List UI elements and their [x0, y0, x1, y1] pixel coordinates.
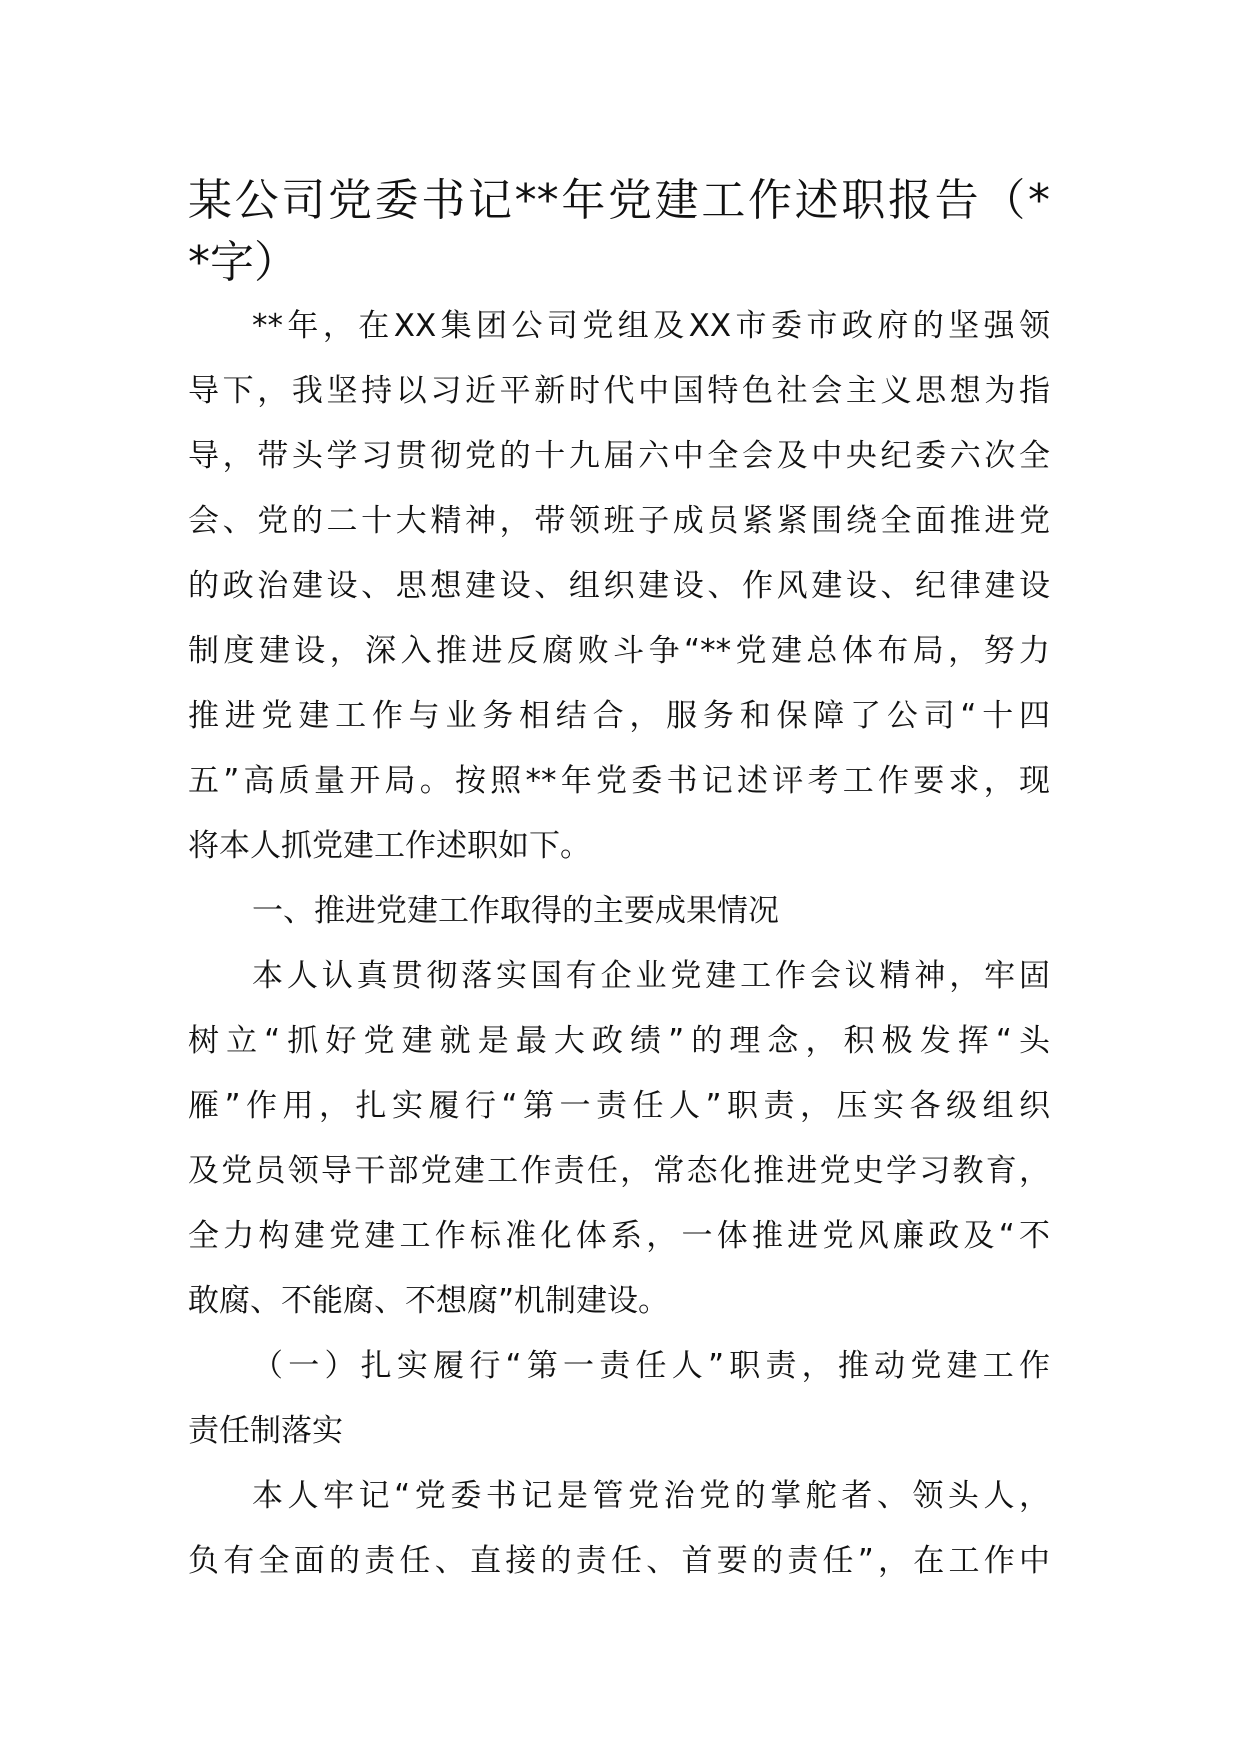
- title-line: 某公司党委书记**年党建工作述职报告（*: [188, 175, 1050, 226]
- text-line: 导，带头学习贯彻党的十九届六中全会及中央纪委六次全: [188, 438, 1050, 474]
- text-line: **年，在XX集团公司党组及XX市委市政府的坚强领: [252, 308, 1050, 344]
- text-line: 本人牢记“党委书记是管党治党的掌舵者、领头人，: [252, 1478, 1050, 1514]
- text-line: 推进党建工作与业务相结合，服务和保障了公司“十四: [188, 698, 1050, 734]
- text-line: 全力构建党建工作标准化体系，一体推进党风廉政及“不: [188, 1218, 1050, 1254]
- text-line: 负有全面的责任、直接的责任、首要的责任”，在工作中: [188, 1543, 1050, 1579]
- paragraph-responsibility: [188, 1464, 1050, 1594]
- heading-line: 责任制落实: [188, 1413, 343, 1449]
- text-line: 雁”作用，扎实履行“第一责任人”职责，压实各级组织: [188, 1088, 1050, 1124]
- text-line: 制度建设，深入推进反腐败斗争“**党建总体布局，努力: [188, 633, 1050, 669]
- text-line: 会、党的二十大精神，带领班子成员紧紧围绕全面推进党: [188, 503, 1050, 539]
- section-heading: [188, 879, 1050, 944]
- subsection-heading: [188, 1334, 1050, 1464]
- document-title: [188, 170, 1050, 294]
- heading-line: 一、推进党建工作取得的主要成果情况: [252, 893, 779, 929]
- text-line: 本人认真贯彻落实国有企业党建工作会议精神，牢固: [252, 958, 1050, 994]
- heading-line: （一）扎实履行“第一责任人”职责，推动党建工作: [252, 1348, 1050, 1384]
- title-line: *字）: [188, 237, 298, 288]
- text-line: 五”高质量开局。按照**年党委书记述评考工作要求，现: [188, 763, 1050, 799]
- text-line: 导下，我坚持以习近平新时代中国特色社会主义思想为指: [188, 373, 1050, 409]
- text-line: 将本人抓党建工作述职如下。: [188, 828, 591, 864]
- text-line: 树立“抓好党建就是最大政绩”的理念，积极发挥“头: [188, 1023, 1050, 1059]
- document-page: [188, 170, 1050, 1594]
- text-line: 敢腐、不能腐、不想腐”机制建设。: [188, 1283, 670, 1319]
- text-line: 及党员领导干部党建工作责任，常态化推进党史学习教育，: [188, 1153, 1050, 1189]
- paragraph-intro: [188, 294, 1050, 879]
- text-line: 的政治建设、思想建设、组织建设、作风建设、纪律建设: [188, 568, 1050, 604]
- document-body: [188, 294, 1050, 1594]
- paragraph-results: [188, 944, 1050, 1334]
